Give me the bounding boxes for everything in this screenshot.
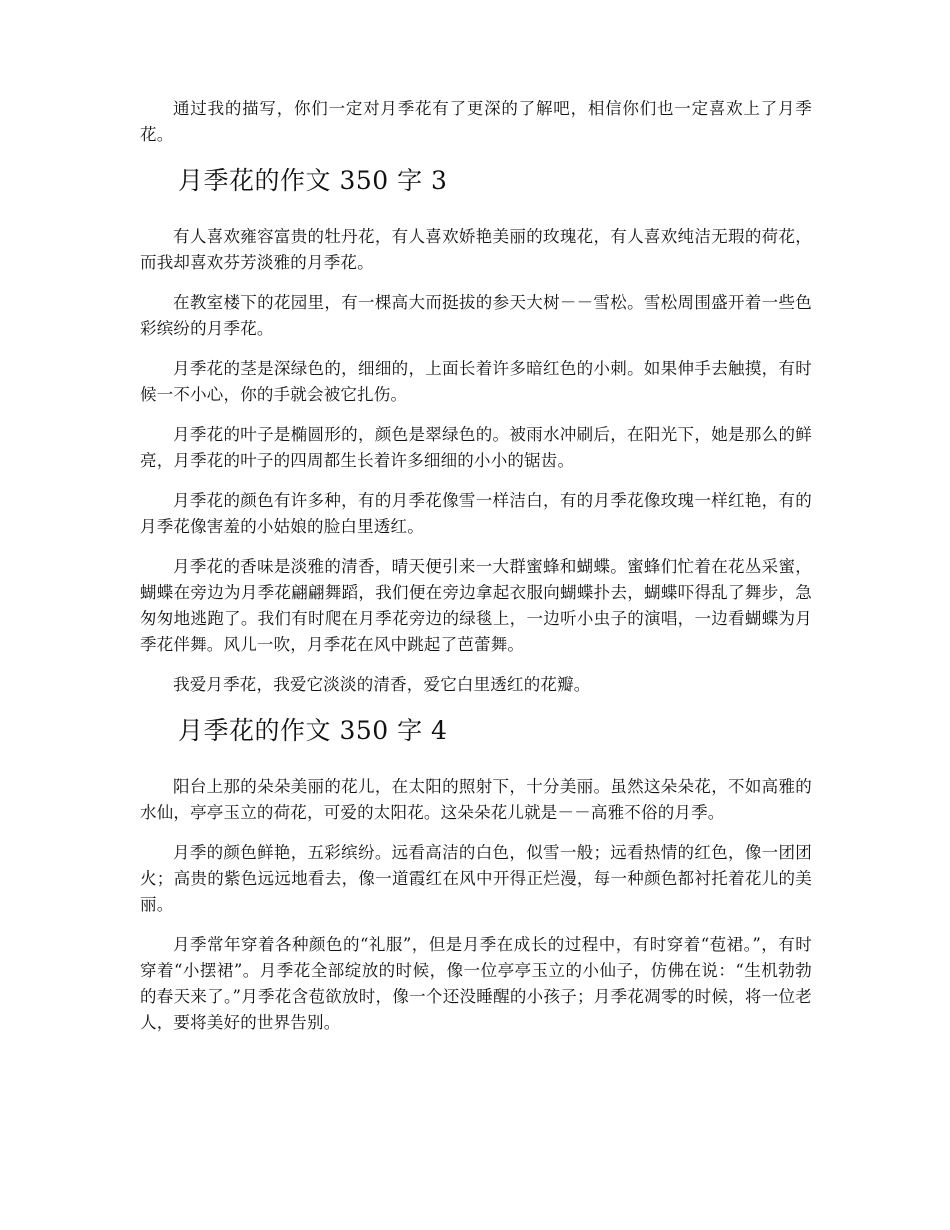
section-4-paragraph-3: 月季常年穿着各种颜色的“礼服”，但是月季在成长的过程中，有时穿着“苞裙。”，有时穿着“小摆裙”。月季花全部绽放的时候，像一位亭亭玉立的小仙子，仿佛在说：“生机勃勃的春天来了。”月季花含苞欲放时，像一个还没睡醒的小孩子；月季花凋零的时候，将一位老人，要将美好的世界告别。 [140,935,812,1032]
document-page [140,96,812,1050]
section-3-paragraph-1: 有人喜欢雍容富贵的牡丹花，有人喜欢娇艳美丽的玫瑰花，有人喜欢纯洁无瑕的荷花，而我却喜欢芬芳淡雅的月季花。 [140,227,812,272]
section-3-paragraph-2: 在教室楼下的花园里，有一棵高大而挺拔的参天大树－－雪松。雪松周围盛开着一些色彩缤纷的月季花。 [140,293,812,338]
section-3-paragraph-3: 月季花的茎是深绿色的，细细的，上面长着许多暗红色的小刺。如果伸手去触摸，有时候一不小心，你的手就会被它扎伤。 [140,359,812,404]
intro-paragraph: 通过我的描写，你们一定对月季花有了更深的了解吧，相信你们也一定喜欢上了月季花。 [140,99,812,144]
section-3-paragraph-6: 月季花的香味是淡雅的清香，晴天便引来一大群蜜蜂和蝴蝶。蜜蜂们忙着在花丛采蜜，蝴蝶在旁边为月季花翩翩舞蹈，我们便在旁边拿起衣服向蝴蝶扑去，蝴蝶吓得乱了舞步，急匆匆地逃跑了。我们有时爬在月季花旁边的绿毯上，一边听小虫子的演唱，一边看蝴蝶为月季花伴舞。风儿一吹，月季花在风中跳起了芭蕾舞。 [140,557,812,654]
section-3-paragraph-4: 月季花的叶子是椭圆形的，颜色是翠绿色的。被雨水冲刷后，在阳光下，她是那么的鲜亮，月季花的叶子的四周都生长着许多细细的小小的锯齿。 [140,425,812,470]
section-4-paragraph-1: 阳台上那的朵朵美丽的花儿，在太阳的照射下，十分美丽。虽然这朵朵花，不如高雅的水仙，亭亭玉立的荷花，可爱的太阳花。这朵朵花儿就是－－高雅不俗的月季。 [140,777,812,822]
section-4-title: 月季花的作文 350 字 4 [178,716,448,745]
section-3-paragraph-7: 我爱月季花，我爱它淡淡的清香，爱它白里透红的花瓣。 [173,675,591,694]
section-4-paragraph-2: 月季的颜色鲜艳，五彩缤纷。远看高洁的白色，似雪一般；远看热情的红色，像一团团火；高贵的紫色远远地看去，像一道霞红在风中开得正烂漫，每一种颜色都衬托着花儿的美丽。 [140,843,812,914]
section-3-title: 月季花的作文 350 字 3 [178,166,448,195]
section-3-paragraph-5: 月季花的颜色有许多种，有的月季花像雪一样洁白，有的月季花像玫瑰一样红艳，有的月季花像害羞的小姑娘的脸白里透红。 [140,491,812,536]
